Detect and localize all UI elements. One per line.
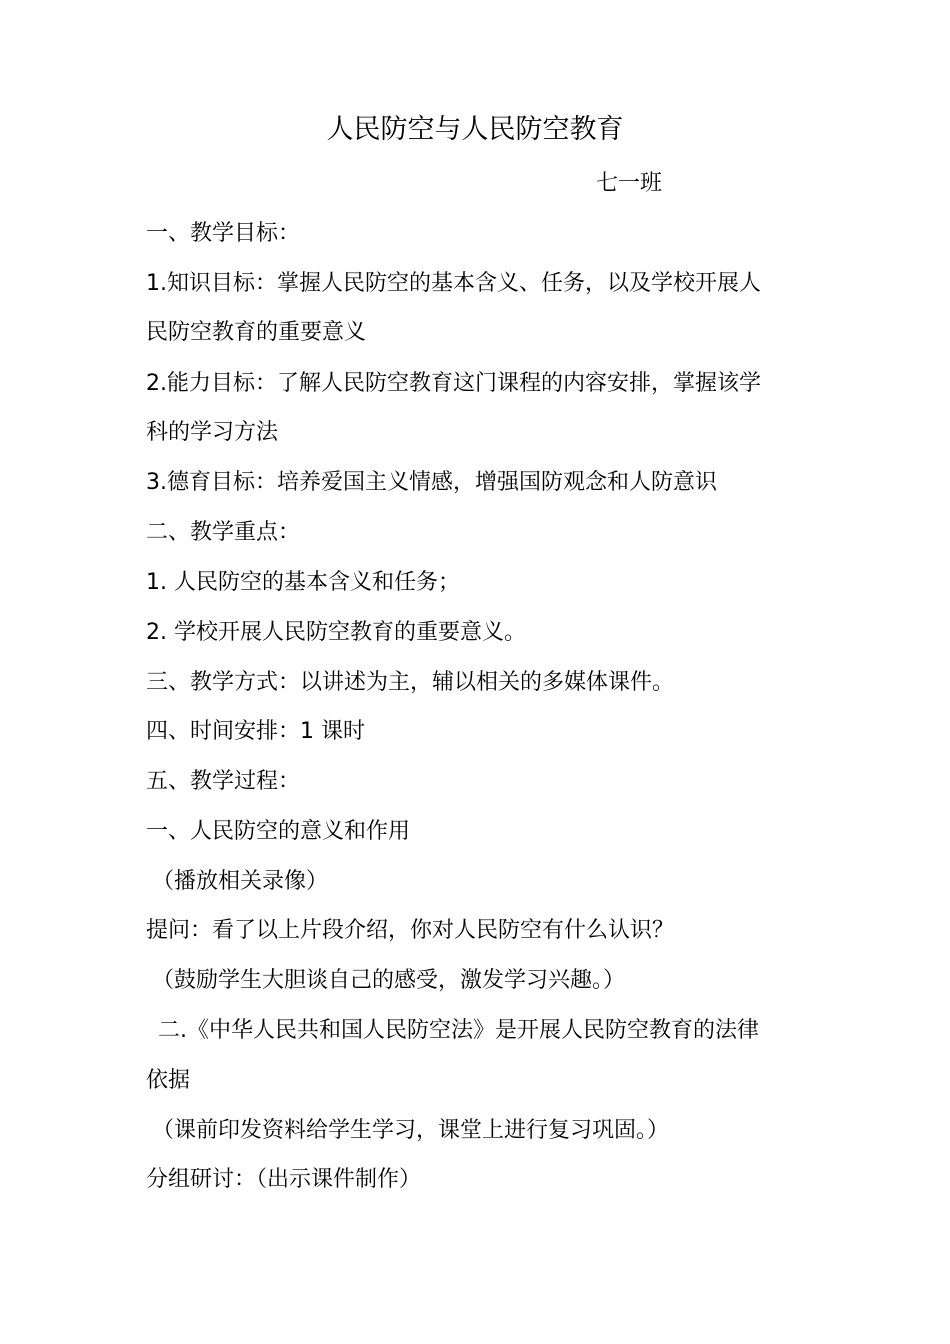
paragraph-line: 3.德育目标：培养爱国主义情感，增强国防观念和人防意识 (146, 470, 717, 495)
paragraph-line: 依据 (146, 1068, 191, 1093)
class-name: 七一班 (596, 171, 663, 196)
section-heading-time: 四、时间安排：1 课时 (146, 719, 365, 744)
list-item: 2. 学校开展人民防空教育的重要意义。 (146, 620, 526, 645)
paragraph-line: 分组研讨：（出示课件制作） (146, 1167, 422, 1192)
list-item: 1. 人民防空的基本含义和任务； (146, 570, 460, 595)
section-heading-key-points: 二、教学重点： (146, 520, 301, 545)
paragraph-line: 科的学习方法 (146, 420, 279, 445)
paragraph-line: （播放相关录像） (152, 869, 329, 894)
section-heading-teaching-method: 三、教学方式：以讲述为主，辅以相关的多媒体课件。 (146, 670, 675, 695)
paragraph-line: 提问：看了以上片段介绍，你对人民防空有什么认识？ (146, 918, 675, 943)
subsection-heading: 一、人民防空的意义和作用 (146, 819, 411, 844)
section-heading-objectives: 一、教学目标： (146, 221, 301, 246)
paragraph-line: 1.知识目标：掌握人民防空的基本含义、任务，以及学校开展人 (146, 271, 761, 296)
document-title: 人民防空与人民防空教育 (326, 114, 624, 145)
section-heading-process: 五、教学过程： (146, 769, 301, 794)
paragraph-line: 民防空教育的重要意义 (146, 320, 367, 345)
paragraph-line: （鼓励学生大胆谈自己的感受，激发学习兴趣。） (152, 968, 626, 993)
subsection-heading: 二.《中华人民共和国人民防空法》是开展人民防空教育的法律 (158, 1018, 759, 1043)
paragraph-line: （课前印发资料给学生学习，课堂上进行复习巩固。） (152, 1118, 670, 1143)
paragraph-line: 2.能力目标：了解人民防空教育这门课程的内容安排，掌握该学 (146, 371, 761, 396)
